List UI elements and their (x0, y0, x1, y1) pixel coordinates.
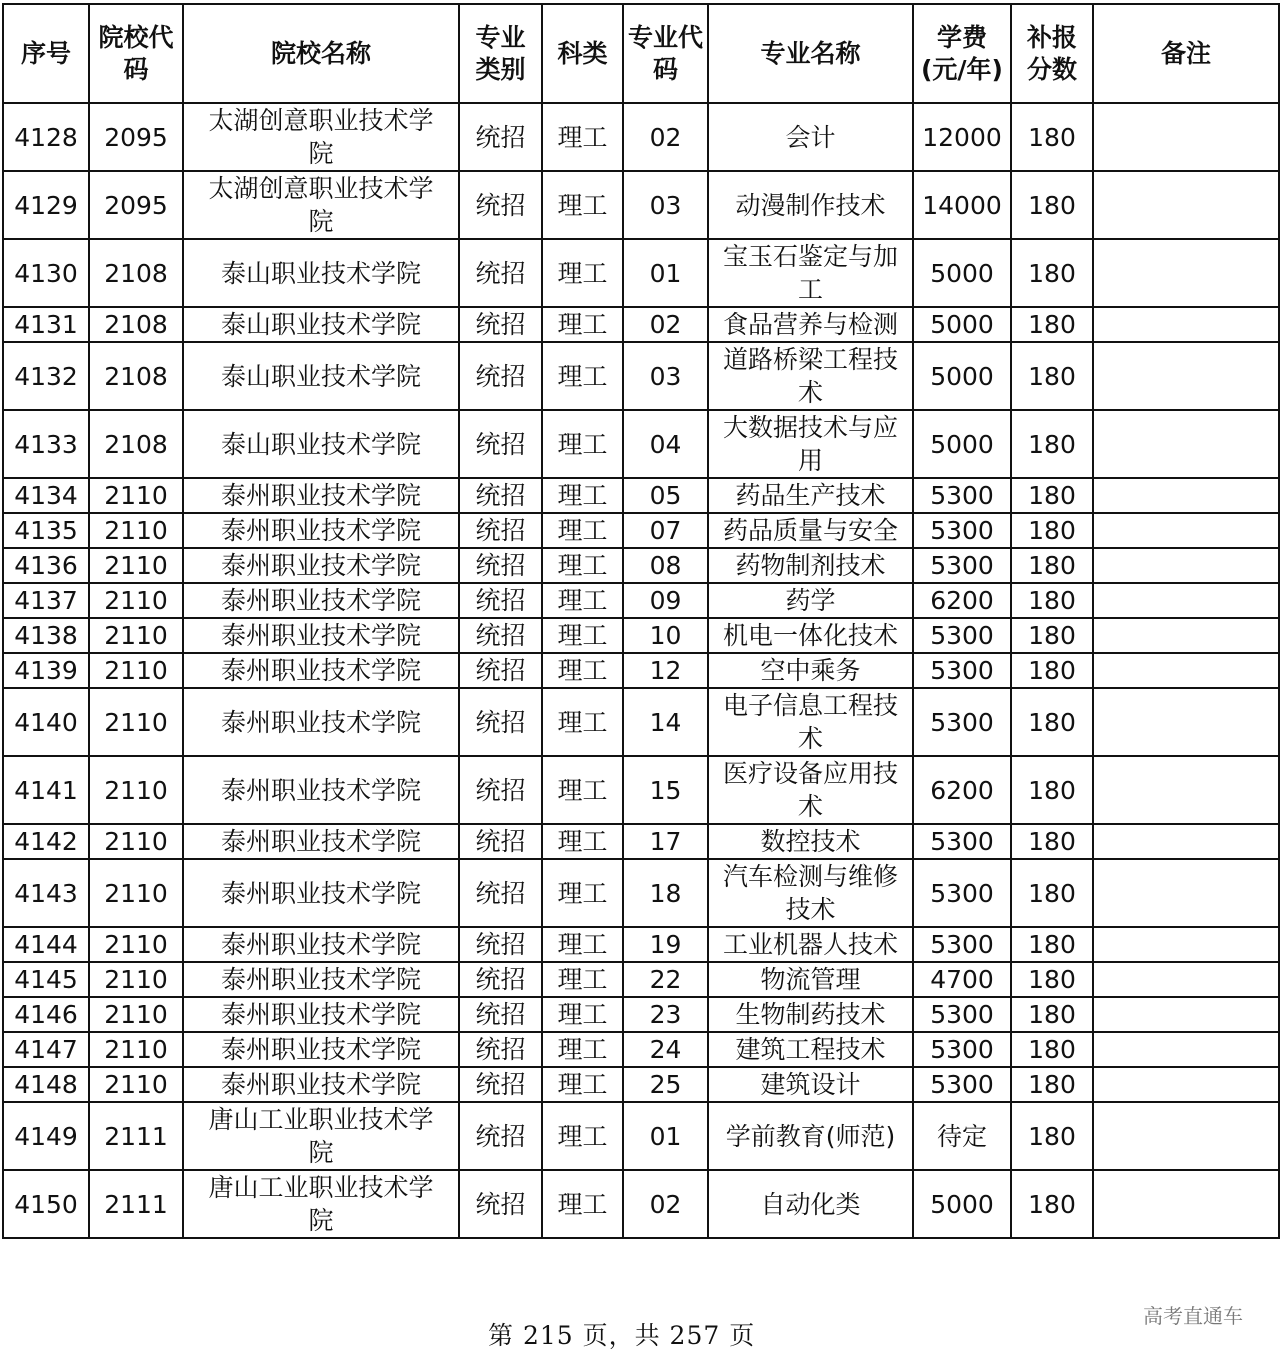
cell-school-name: 泰山职业技术学院 (183, 307, 459, 342)
cell-major-name: 药学 (708, 583, 913, 618)
cell-major-name: 大数据技术与应用 (708, 410, 913, 478)
cell-major-name: 工业机器人技术 (708, 927, 913, 962)
cell-major-type: 统招 (459, 171, 542, 239)
cell-score: 180 (1011, 653, 1093, 688)
table-row (3, 1032, 1279, 1067)
cell-score: 180 (1011, 103, 1093, 171)
cell-score: 180 (1011, 927, 1093, 962)
header-row (3, 4, 1279, 103)
cell-major-name: 动漫制作技术 (708, 171, 913, 239)
cell-score: 180 (1011, 1170, 1093, 1238)
cell-remark (1093, 653, 1279, 688)
cell-major-type: 统招 (459, 513, 542, 548)
cell-score: 180 (1011, 171, 1093, 239)
cell-score: 180 (1011, 962, 1093, 997)
cell-category: 理工 (542, 307, 623, 342)
cell-major-type: 统招 (459, 1032, 542, 1067)
cell-major-type: 统招 (459, 103, 542, 171)
table-row (3, 103, 1279, 171)
cell-tuition: 5300 (913, 1032, 1011, 1067)
cell-category: 理工 (542, 618, 623, 653)
cell-tuition: 5300 (913, 688, 1011, 756)
cell-school-name: 泰山职业技术学院 (183, 410, 459, 478)
cell-major-type: 统招 (459, 756, 542, 824)
cell-major-code: 09 (623, 583, 708, 618)
cell-score: 180 (1011, 1067, 1093, 1102)
cell-seq: 4144 (3, 927, 89, 962)
cell-major-code: 10 (623, 618, 708, 653)
cell-school-name: 泰州职业技术学院 (183, 618, 459, 653)
cell-major-name: 药品质量与安全 (708, 513, 913, 548)
cell-score: 180 (1011, 618, 1093, 653)
cell-score: 180 (1011, 1102, 1093, 1170)
cell-school-code: 2110 (89, 997, 183, 1032)
cell-category: 理工 (542, 1170, 623, 1238)
cell-seq: 4147 (3, 1032, 89, 1067)
cell-major-code: 01 (623, 1102, 708, 1170)
cell-school-name: 太湖创意职业技术学院 (183, 171, 459, 239)
cell-seq: 4143 (3, 859, 89, 927)
cell-tuition: 4700 (913, 962, 1011, 997)
cell-category: 理工 (542, 824, 623, 859)
cell-major-type: 统招 (459, 688, 542, 756)
cell-tuition: 12000 (913, 103, 1011, 171)
cell-major-name: 食品营养与检测 (708, 307, 913, 342)
cell-tuition: 5300 (913, 997, 1011, 1032)
cell-tuition: 5300 (913, 618, 1011, 653)
cell-remark (1093, 859, 1279, 927)
cell-category: 理工 (542, 688, 623, 756)
table-row (3, 342, 1279, 410)
cell-school-code: 2110 (89, 618, 183, 653)
table-row (3, 688, 1279, 756)
cell-major-code: 17 (623, 824, 708, 859)
table-row (3, 1170, 1279, 1238)
cell-score: 180 (1011, 756, 1093, 824)
cell-major-code: 12 (623, 653, 708, 688)
cell-seq: 4142 (3, 824, 89, 859)
cell-seq: 4128 (3, 103, 89, 171)
cell-school-code: 2108 (89, 307, 183, 342)
cell-remark (1093, 927, 1279, 962)
cell-major-code: 05 (623, 478, 708, 513)
cell-major-code: 15 (623, 756, 708, 824)
cell-major-type: 统招 (459, 859, 542, 927)
cell-category: 理工 (542, 927, 623, 962)
cell-category: 理工 (542, 171, 623, 239)
cell-school-code: 2111 (89, 1102, 183, 1170)
cell-school-name: 泰州职业技术学院 (183, 859, 459, 927)
cell-tuition: 5000 (913, 1170, 1011, 1238)
header-seq: 序号 (3, 4, 89, 103)
cell-major-type: 统招 (459, 478, 542, 513)
cell-remark (1093, 583, 1279, 618)
cell-seq: 4132 (3, 342, 89, 410)
cell-major-code: 14 (623, 688, 708, 756)
cell-remark (1093, 307, 1279, 342)
cell-major-type: 统招 (459, 583, 542, 618)
cell-score: 180 (1011, 688, 1093, 756)
cell-school-name: 泰州职业技术学院 (183, 688, 459, 756)
cell-tuition: 5000 (913, 239, 1011, 307)
cell-seq: 4134 (3, 478, 89, 513)
table-row (3, 997, 1279, 1032)
admissions-table (2, 3, 1280, 1239)
cell-category: 理工 (542, 239, 623, 307)
cell-school-code: 2110 (89, 927, 183, 962)
cell-major-type: 统招 (459, 962, 542, 997)
cell-major-type: 统招 (459, 653, 542, 688)
cell-major-name: 生物制药技术 (708, 997, 913, 1032)
cell-tuition: 5300 (913, 859, 1011, 927)
cell-category: 理工 (542, 653, 623, 688)
cell-major-type: 统招 (459, 618, 542, 653)
cell-major-code: 08 (623, 548, 708, 583)
cell-major-type: 统招 (459, 997, 542, 1032)
cell-school-name: 泰州职业技术学院 (183, 927, 459, 962)
cell-score: 180 (1011, 478, 1093, 513)
cell-category: 理工 (542, 513, 623, 548)
cell-school-name: 唐山工业职业技术学院 (183, 1170, 459, 1238)
cell-school-name: 泰州职业技术学院 (183, 478, 459, 513)
cell-category: 理工 (542, 997, 623, 1032)
cell-school-code: 2110 (89, 478, 183, 513)
header-school-name: 院校名称 (183, 4, 459, 103)
cell-remark (1093, 688, 1279, 756)
cell-major-name: 药物制剂技术 (708, 548, 913, 583)
cell-score: 180 (1011, 307, 1093, 342)
header-remark: 备注 (1093, 4, 1279, 103)
cell-category: 理工 (542, 1102, 623, 1170)
cell-score: 180 (1011, 1032, 1093, 1067)
cell-school-code: 2110 (89, 548, 183, 583)
table-row (3, 171, 1279, 239)
cell-major-type: 统招 (459, 307, 542, 342)
cell-major-name: 宝玉石鉴定与加工 (708, 239, 913, 307)
cell-tuition: 6200 (913, 583, 1011, 618)
cell-major-code: 02 (623, 103, 708, 171)
cell-category: 理工 (542, 1067, 623, 1102)
cell-school-code: 2110 (89, 962, 183, 997)
table-row (3, 653, 1279, 688)
cell-remark (1093, 1067, 1279, 1102)
cell-major-code: 02 (623, 307, 708, 342)
cell-major-code: 07 (623, 513, 708, 548)
cell-score: 180 (1011, 997, 1093, 1032)
watermark: 高考直通车 (1143, 1304, 1243, 1328)
cell-school-code: 2110 (89, 1032, 183, 1067)
table-row (3, 410, 1279, 478)
cell-tuition: 5300 (913, 1067, 1011, 1102)
cell-major-code: 23 (623, 997, 708, 1032)
cell-major-name: 电子信息工程技术 (708, 688, 913, 756)
cell-school-name: 泰州职业技术学院 (183, 513, 459, 548)
cell-school-code: 2110 (89, 859, 183, 927)
cell-seq: 4130 (3, 239, 89, 307)
cell-tuition: 5300 (913, 548, 1011, 583)
cell-major-code: 25 (623, 1067, 708, 1102)
cell-tuition: 6200 (913, 756, 1011, 824)
cell-category: 理工 (542, 410, 623, 478)
cell-major-name: 自动化类 (708, 1170, 913, 1238)
cell-school-code: 2110 (89, 688, 183, 756)
cell-remark (1093, 410, 1279, 478)
cell-major-type: 统招 (459, 548, 542, 583)
cell-major-type: 统招 (459, 1102, 542, 1170)
cell-major-code: 02 (623, 1170, 708, 1238)
table-row (3, 756, 1279, 824)
cell-seq: 4137 (3, 583, 89, 618)
cell-seq: 4140 (3, 688, 89, 756)
cell-major-type: 统招 (459, 927, 542, 962)
cell-major-code: 24 (623, 1032, 708, 1067)
cell-seq: 4149 (3, 1102, 89, 1170)
header-score: 补报分数 (1011, 4, 1093, 103)
cell-seq: 4141 (3, 756, 89, 824)
cell-major-type: 统招 (459, 410, 542, 478)
cell-category: 理工 (542, 583, 623, 618)
cell-score: 180 (1011, 859, 1093, 927)
table-row (3, 1067, 1279, 1102)
table-row (3, 824, 1279, 859)
cell-seq: 4136 (3, 548, 89, 583)
cell-tuition: 14000 (913, 171, 1011, 239)
table-row (3, 1102, 1279, 1170)
cell-tuition: 5300 (913, 824, 1011, 859)
cell-seq: 4146 (3, 997, 89, 1032)
cell-tuition: 5000 (913, 342, 1011, 410)
header-tuition: 学费(元/年) (913, 4, 1011, 103)
cell-remark (1093, 1102, 1279, 1170)
cell-school-code: 2111 (89, 1170, 183, 1238)
cell-remark (1093, 1170, 1279, 1238)
cell-major-name: 建筑工程技术 (708, 1032, 913, 1067)
table-row (3, 307, 1279, 342)
cell-remark (1093, 618, 1279, 653)
cell-remark (1093, 756, 1279, 824)
cell-category: 理工 (542, 756, 623, 824)
table-row (3, 962, 1279, 997)
cell-score: 180 (1011, 410, 1093, 478)
cell-remark (1093, 342, 1279, 410)
table-row (3, 859, 1279, 927)
cell-category: 理工 (542, 962, 623, 997)
table-row (3, 618, 1279, 653)
cell-major-type: 统招 (459, 1067, 542, 1102)
header-major-type: 专业类别 (459, 4, 542, 103)
cell-major-type: 统招 (459, 1170, 542, 1238)
cell-score: 180 (1011, 513, 1093, 548)
cell-school-code: 2095 (89, 171, 183, 239)
cell-seq: 4131 (3, 307, 89, 342)
table-row (3, 478, 1279, 513)
table-row (3, 927, 1279, 962)
cell-remark (1093, 548, 1279, 583)
cell-score: 180 (1011, 824, 1093, 859)
cell-major-name: 物流管理 (708, 962, 913, 997)
table-row (3, 583, 1279, 618)
cell-school-code: 2110 (89, 513, 183, 548)
cell-major-name: 数控技术 (708, 824, 913, 859)
cell-tuition: 5300 (913, 927, 1011, 962)
cell-score: 180 (1011, 342, 1093, 410)
cell-seq: 4145 (3, 962, 89, 997)
cell-school-name: 太湖创意职业技术学院 (183, 103, 459, 171)
cell-tuition: 5300 (913, 653, 1011, 688)
cell-school-code: 2110 (89, 653, 183, 688)
cell-major-code: 03 (623, 171, 708, 239)
cell-category: 理工 (542, 548, 623, 583)
cell-remark (1093, 103, 1279, 171)
cell-remark (1093, 824, 1279, 859)
cell-school-name: 泰州职业技术学院 (183, 583, 459, 618)
page-footer: 第 215 页，共 257 页 (488, 1321, 756, 1350)
cell-major-code: 03 (623, 342, 708, 410)
cell-major-name: 道路桥梁工程技术 (708, 342, 913, 410)
cell-school-name: 唐山工业职业技术学院 (183, 1102, 459, 1170)
table-row (3, 548, 1279, 583)
header-school-code: 院校代码 (89, 4, 183, 103)
cell-school-code: 2095 (89, 103, 183, 171)
cell-school-name: 泰州职业技术学院 (183, 997, 459, 1032)
cell-remark (1093, 239, 1279, 307)
cell-score: 180 (1011, 239, 1093, 307)
cell-seq: 4148 (3, 1067, 89, 1102)
cell-school-code: 2108 (89, 342, 183, 410)
cell-tuition: 5000 (913, 307, 1011, 342)
table-row (3, 513, 1279, 548)
cell-category: 理工 (542, 478, 623, 513)
cell-school-code: 2110 (89, 1067, 183, 1102)
cell-major-name: 学前教育(师范) (708, 1102, 913, 1170)
cell-tuition: 5300 (913, 478, 1011, 513)
cell-school-name: 泰州职业技术学院 (183, 824, 459, 859)
cell-major-name: 会计 (708, 103, 913, 171)
cell-major-code: 19 (623, 927, 708, 962)
cell-seq: 4138 (3, 618, 89, 653)
cell-major-name: 药品生产技术 (708, 478, 913, 513)
cell-seq: 4150 (3, 1170, 89, 1238)
header-major-name: 专业名称 (708, 4, 913, 103)
cell-category: 理工 (542, 103, 623, 171)
cell-category: 理工 (542, 1032, 623, 1067)
cell-remark (1093, 478, 1279, 513)
cell-major-code: 04 (623, 410, 708, 478)
cell-seq: 4133 (3, 410, 89, 478)
cell-seq: 4129 (3, 171, 89, 239)
cell-score: 180 (1011, 583, 1093, 618)
cell-major-type: 统招 (459, 824, 542, 859)
cell-school-name: 泰州职业技术学院 (183, 756, 459, 824)
cell-category: 理工 (542, 342, 623, 410)
cell-major-code: 22 (623, 962, 708, 997)
cell-major-type: 统招 (459, 342, 542, 410)
cell-school-code: 2108 (89, 239, 183, 307)
cell-major-code: 01 (623, 239, 708, 307)
cell-major-name: 机电一体化技术 (708, 618, 913, 653)
cell-category: 理工 (542, 859, 623, 927)
cell-remark (1093, 171, 1279, 239)
cell-remark (1093, 962, 1279, 997)
cell-major-name: 汽车检测与维修技术 (708, 859, 913, 927)
cell-school-name: 泰州职业技术学院 (183, 1032, 459, 1067)
cell-school-name: 泰山职业技术学院 (183, 342, 459, 410)
cell-school-name: 泰州职业技术学院 (183, 548, 459, 583)
header-category: 科类 (542, 4, 623, 103)
cell-major-code: 18 (623, 859, 708, 927)
cell-seq: 4139 (3, 653, 89, 688)
cell-tuition: 5000 (913, 410, 1011, 478)
cell-school-code: 2110 (89, 824, 183, 859)
header-major-code: 专业代码 (623, 4, 708, 103)
cell-major-type: 统招 (459, 239, 542, 307)
cell-school-name: 泰州职业技术学院 (183, 962, 459, 997)
table-row (3, 239, 1279, 307)
cell-remark (1093, 997, 1279, 1032)
cell-score: 180 (1011, 548, 1093, 583)
cell-school-code: 2110 (89, 756, 183, 824)
cell-school-name: 泰州职业技术学院 (183, 1067, 459, 1102)
cell-major-name: 空中乘务 (708, 653, 913, 688)
cell-seq: 4135 (3, 513, 89, 548)
cell-tuition: 5300 (913, 513, 1011, 548)
cell-major-name: 医疗设备应用技术 (708, 756, 913, 824)
cell-school-code: 2110 (89, 583, 183, 618)
cell-school-name: 泰州职业技术学院 (183, 653, 459, 688)
cell-remark (1093, 1032, 1279, 1067)
cell-remark (1093, 513, 1279, 548)
cell-tuition: 待定 (913, 1102, 1011, 1170)
cell-major-name: 建筑设计 (708, 1067, 913, 1102)
cell-school-name: 泰山职业技术学院 (183, 239, 459, 307)
cell-school-code: 2108 (89, 410, 183, 478)
